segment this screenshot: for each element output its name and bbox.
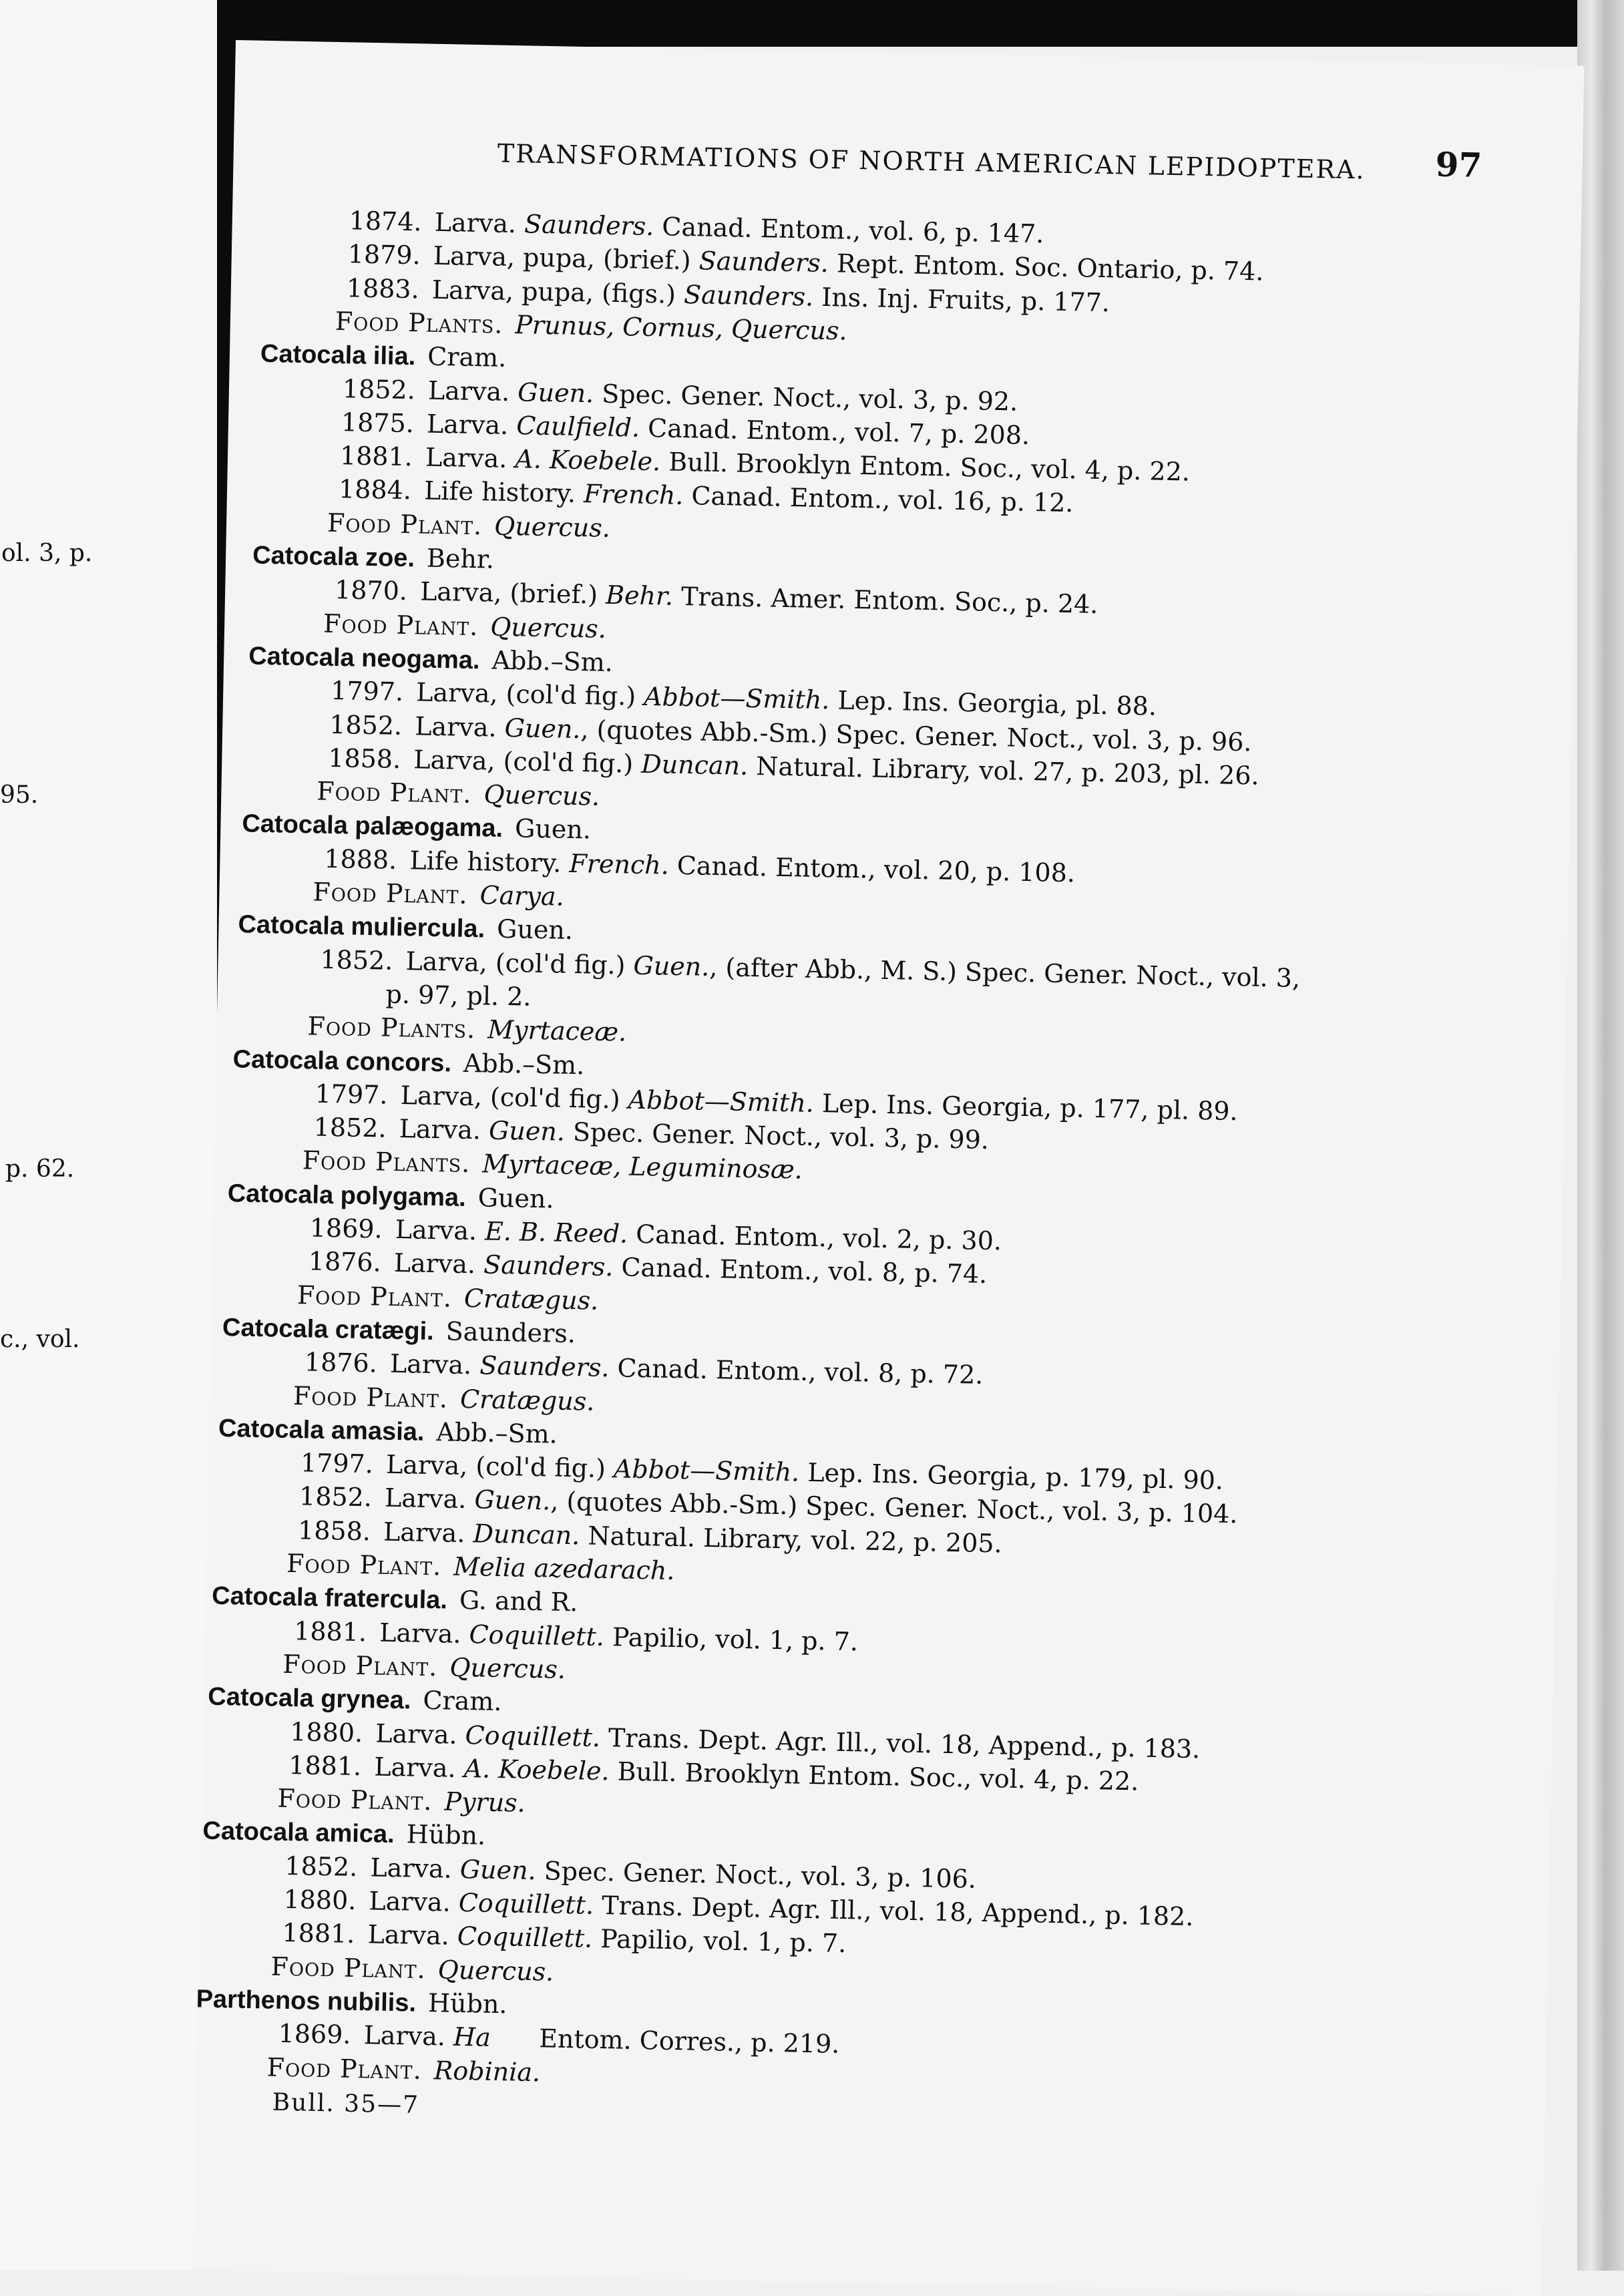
food-plant-label: Food Plant. <box>313 877 468 910</box>
food-plant-line <box>335 307 847 347</box>
entry-year: 1880. <box>283 1884 357 1915</box>
entry-citation: Entom. Corres., p. 219. <box>490 2023 840 2060</box>
entry-year: 1883. <box>346 272 420 304</box>
entry-year: 1876. <box>308 1246 382 1278</box>
food-plant-names: Myrtaceæ. <box>487 1014 627 1047</box>
entry-author: Guen. <box>474 1485 551 1516</box>
entry-author: French. <box>583 479 684 511</box>
entry-year: 1875. <box>341 407 415 439</box>
entry-author: Saunders. <box>683 279 814 312</box>
entry-year: 1852. <box>313 1112 387 1143</box>
food-plant-names: Quercus. <box>483 779 600 811</box>
food-plant-names: Melia azedarach. <box>453 1551 675 1586</box>
species-name: Catocala concors. <box>232 1044 452 1077</box>
species-heading <box>222 1312 576 1350</box>
food-plant-label: Food Plant. <box>270 1951 427 1984</box>
species-heading <box>252 540 495 576</box>
entry-stage: Larva. <box>373 1752 465 1783</box>
food-plant-label: Food Plant. <box>286 1548 442 1581</box>
entry-stage: Larva. <box>379 1617 470 1649</box>
entry-author: Abbot—Smith. <box>643 682 830 715</box>
species-name: Catocala neogama. <box>248 642 480 675</box>
entry-citation: Canad. Entom., vol. 16, p. 12. <box>682 481 1074 518</box>
entry-year: 1879. <box>347 239 421 270</box>
entry-author: Abbot—Smith. <box>613 1454 800 1487</box>
food-plant-label: Food Plants. <box>335 306 503 339</box>
entry-author: Saunders. <box>698 246 829 278</box>
food-plant-label: Food Plant. <box>277 1783 433 1816</box>
entry-stage: Larva, (col'd fig.) <box>413 745 642 779</box>
entry-author: Ha <box>453 2022 491 2053</box>
food-plant-line <box>317 777 600 813</box>
entry-stage: Larva. <box>395 1214 485 1246</box>
species-heading <box>242 809 591 847</box>
entry-author: Coquillett. <box>469 1619 605 1652</box>
entry-author: Coquillett. <box>458 1887 594 1920</box>
species-heading <box>196 1983 508 2021</box>
entry-year: 1852. <box>298 1481 373 1513</box>
entry-stage: Larva. <box>370 1853 461 1884</box>
entry-author: Guen. <box>517 377 594 408</box>
food-plant-names: Quercus. <box>493 511 611 543</box>
species-author: Hübn. <box>406 1819 486 1851</box>
food-plant-names: Quercus. <box>437 1954 554 1987</box>
food-plant-label: Food Plants. <box>307 1011 476 1044</box>
entry-stage: Larva, (brief.) <box>419 576 606 610</box>
food-plant-line <box>277 1784 526 1819</box>
entry-author: Abbot—Smith. <box>628 1085 815 1118</box>
food-plant-label: Food Plant. <box>292 1380 449 1413</box>
food-plant-names: Cratægus. <box>459 1384 595 1416</box>
food-plant-names: Quercus. <box>449 1652 566 1684</box>
entry-citation: Lep. Ins. Georgia, p. 177, pl. 89. <box>813 1088 1239 1126</box>
food-plant-names: Myrtaceæ, Leguminosæ. <box>481 1149 803 1185</box>
entry-citation: Papilio, vol. 1, p. 7. <box>604 1621 859 1656</box>
entry-year: 1869. <box>278 2018 351 2050</box>
food-plant-line <box>293 1381 595 1417</box>
continuation-text: p. 97, pl. 2. <box>385 979 532 1012</box>
entry-year: 1869. <box>309 1213 383 1244</box>
entry-author: Guen. <box>459 1854 537 1885</box>
facing-page-fragment: p. 62. <box>5 1155 75 1183</box>
species-author: Guen. <box>514 813 592 845</box>
entry-citation: Canad. Entom., vol. 7, p. 208. <box>639 413 1030 450</box>
species-heading <box>260 339 507 375</box>
facing-page-fragment: ol. 3, p. <box>1 540 93 567</box>
entry-author: Saunders. <box>479 1350 610 1383</box>
species-author: Hübn. <box>427 1987 508 2020</box>
continuation-line <box>385 979 532 1012</box>
food-plant-label: Food Plant. <box>296 1280 453 1313</box>
species-author: Abb.–Sm. <box>491 645 614 677</box>
entry-year: 1881. <box>282 1918 355 1949</box>
entry-stage: Larva. <box>389 1348 480 1380</box>
entry-author: Coquillett. <box>457 1921 593 1954</box>
entry-author: Guen. <box>633 950 710 982</box>
species-author: Cram. <box>423 1686 502 1717</box>
entry-author: Guen. <box>488 1115 566 1147</box>
entry-stage: Larva, (col'd fig.) <box>405 946 634 980</box>
entry-stage: Larva. <box>427 375 518 407</box>
signature-mark: Bull. 35—7 <box>272 2088 420 2119</box>
food-plant-names: Cratægus. <box>463 1283 599 1316</box>
entry-citation: Natural. Library, vol. 22, p. 205. <box>579 1520 1003 1559</box>
facing-page <box>0 0 220 2271</box>
entry-stage: Larva. <box>369 1886 459 1917</box>
entry-year: 1881. <box>288 1750 362 1781</box>
food-plant-line <box>270 1951 554 1987</box>
food-plant-line <box>323 608 607 644</box>
entry-citation: Lep. Ins. Georgia, pl. 88. <box>829 685 1157 721</box>
entry-author: Coquillett. <box>465 1720 601 1752</box>
entry-stage: Larva. <box>434 207 525 239</box>
entry-year: 1797. <box>330 676 404 707</box>
species-author: Behr. <box>426 543 495 574</box>
entry-citation: Spec. Gener. Noct., vol. 3, p. 106. <box>536 1855 977 1894</box>
entry-citation: Bull. Brooklyn Entom. Soc., vol. 4, p. 22. <box>609 1756 1139 1796</box>
entry-stage: Life history. <box>409 845 570 878</box>
entry-citation: Lep. Ins. Georgia, p. 179, pl. 90. <box>799 1457 1224 1495</box>
entry-stage: Larva. <box>414 711 505 743</box>
page-edge <box>1577 0 1624 2271</box>
species-author: Cram. <box>427 341 507 373</box>
entry-citation: Rept. Entom. Soc. Ontario, p. 74. <box>828 248 1264 286</box>
entry-year: 1888. <box>324 843 397 875</box>
entry-stage: Larva. <box>393 1248 484 1280</box>
page-number: 97 <box>1435 144 1482 185</box>
food-plant-label: Food Plant. <box>317 776 472 809</box>
entry-year: 1880. <box>289 1716 363 1748</box>
species-author: Abb.–Sm. <box>463 1048 585 1080</box>
entry-author: Caulfield. <box>516 410 640 443</box>
entry-stage: Larva. <box>426 409 517 440</box>
food-plant-names: Quercus. <box>489 612 607 644</box>
species-author: Abb.–Sm. <box>436 1416 558 1449</box>
entry-author: Duncan. <box>640 749 749 781</box>
entry-stage: Larva, (col'd fig.) <box>400 1080 629 1115</box>
entry-year: 1852. <box>320 944 393 976</box>
food-plant-label: Food Plant. <box>282 1649 438 1682</box>
species-name: Catocala zoe. <box>252 541 415 573</box>
entry-year: 1797. <box>315 1079 388 1110</box>
book-page <box>193 40 1585 2296</box>
species-heading <box>227 1178 554 1215</box>
food-plant-line <box>327 508 611 544</box>
running-head: TRANSFORMATIONS OF NORTH AMERICAN LEPIDOPTERA. <box>497 138 1366 185</box>
species-name: Catocala amica. <box>202 1816 395 1849</box>
entry-citation: Papilio, vol. 1, p. 7. <box>592 1924 847 1959</box>
entry-year: 1876. <box>304 1347 378 1378</box>
species-author: Guen. <box>496 914 574 946</box>
species-author: Saunders. <box>445 1316 576 1349</box>
species-name: Catocala grynea. <box>207 1682 411 1715</box>
scan-top-edge <box>227 0 1624 47</box>
entry-year: 1874. <box>349 206 423 237</box>
species-heading <box>202 1816 486 1853</box>
entry-year: 1858. <box>297 1515 371 1546</box>
food-plant-line <box>313 877 564 912</box>
entry-stage: Larva. <box>367 1919 458 1951</box>
entry-author: E. B. Reed. <box>484 1216 628 1249</box>
species-name: Catocala palæogama. <box>242 809 503 843</box>
food-plant-names: Carya. <box>479 880 565 912</box>
food-plant-line <box>302 1146 803 1186</box>
species-author: G. and R. <box>459 1585 578 1617</box>
food-plant-label: Food Plant. <box>266 2052 423 2085</box>
entry-year: 1852. <box>329 709 403 741</box>
entry-stage: Larva. <box>363 2020 454 2052</box>
food-plant-names: Prunus, Cornus, Quercus. <box>515 310 847 346</box>
food-plant-label: Food Plant. <box>327 508 483 540</box>
entry-citation: Ins. Inj. Fruits, p. 177. <box>813 282 1110 317</box>
entry-year: 1858. <box>327 743 401 774</box>
entry-year: 1881. <box>339 441 413 472</box>
species-heading <box>232 1044 584 1082</box>
food-plant-names: Pyrus. <box>444 1786 526 1818</box>
entry-citation: Trans. Dept. Agr. Ill., vol. 18, Append., p. 182. <box>593 1890 1194 1932</box>
entry-author: Guen. <box>504 713 581 744</box>
food-plant-line <box>266 2052 540 2088</box>
species-name: Catocala cratægi. <box>222 1313 435 1346</box>
entry-author: Saunders. <box>524 209 654 242</box>
entry-citation: Spec. Gener. Noct., vol. 3, p. 99. <box>564 1117 990 1155</box>
entry-author: French. <box>569 848 670 880</box>
entry-citation: , (after Abb., M. S.) Spec. Gener. Noct., vol. 3, <box>708 952 1301 993</box>
entry-citation: Canad. Entom., vol. 8, p. 72. <box>609 1353 984 1390</box>
species-name: Catocala fratercula. <box>211 1582 448 1615</box>
facing-page-fragment: c., vol. <box>0 1326 80 1353</box>
entry-author: Saunders. <box>483 1250 614 1282</box>
food-plant-label: Food Plant. <box>323 608 479 641</box>
entry-citation: , (quotes Abb.-Sm.) Spec. Gener. Noct., vol. 3, p. 104. <box>550 1486 1238 1529</box>
entry-citation: , (quotes Abb.-Sm.) Spec. Gener. Noct., vol. 3, p. 96. <box>580 714 1252 757</box>
entry-stage: Larva. <box>375 1718 466 1750</box>
entry-author: Duncan. <box>473 1518 580 1550</box>
entry-stage: Larva, pupa, (brief.) <box>433 241 700 276</box>
entry-citation: Bull. Brooklyn Entom. Soc., vol. 4, p. 22. <box>660 447 1191 487</box>
food-plant-line <box>296 1280 598 1316</box>
entry-citation: Canad. Entom., vol. 6, p. 147. <box>653 212 1044 249</box>
species-heading <box>238 910 573 947</box>
entry-stage: Larva, (col'd fig.) <box>385 1449 614 1484</box>
species-heading <box>212 1581 578 1619</box>
entry-year: 1797. <box>300 1448 374 1479</box>
entry-stage: Larva. <box>383 1517 473 1548</box>
entry-citation: Canad. Entom., vol. 2, p. 30. <box>627 1219 1002 1256</box>
entry-stage: Larva. <box>425 442 516 474</box>
species-name: Catocala amasia. <box>218 1414 425 1447</box>
food-plant-line <box>282 1650 566 1686</box>
entry-year: 1884. <box>338 474 412 506</box>
entry-year: 1852. <box>342 373 416 405</box>
species-name: Parthenos nubilis. <box>196 1985 417 2018</box>
species-heading <box>208 1682 502 1718</box>
entry-stage: Larva, (col'd fig.) <box>415 677 644 712</box>
entry-author: A. Koebele. <box>463 1753 610 1786</box>
species-name: Catocala ilia. <box>260 339 416 371</box>
entry-citation: Trans. Amer. Entom. Soc., p. 24. <box>672 582 1098 620</box>
species-name: Catocala polygama. <box>227 1179 467 1212</box>
entry-year: 1870. <box>334 575 408 606</box>
food-plant-names: Robinia. <box>433 2055 541 2087</box>
entry-author: A. Koebele. <box>514 444 661 477</box>
species-heading <box>248 640 613 679</box>
entry-year: 1852. <box>284 1851 358 1882</box>
food-plant-label: Food Plants. <box>302 1145 471 1179</box>
food-plant-line <box>307 1012 626 1048</box>
species-name: Catocala muliercula. <box>238 910 485 944</box>
entry-stage: Life history. <box>423 475 584 509</box>
entry-citation: Canad. Entom., vol. 20, p. 108. <box>668 850 1076 888</box>
entry-stage: Larva. <box>399 1114 489 1145</box>
entry-author: Behr. <box>605 580 674 612</box>
species-heading <box>218 1413 558 1451</box>
species-author: Guen. <box>477 1182 554 1214</box>
entry-citation: Canad. Entom., vol. 8, p. 74. <box>612 1252 988 1290</box>
entry-citation: Trans. Dept. Agr. Ill., vol. 18, Append., p. 183. <box>600 1722 1201 1764</box>
food-plant-line <box>286 1549 675 1587</box>
entry-citation: Natural. Library, vol. 27, p. 203, pl. 26. <box>747 751 1260 791</box>
entry-stage: Larva, pupa, (figs.) <box>431 274 684 309</box>
facing-page-fragment: 95. <box>0 781 39 809</box>
entry-citation: Spec. Gener. Noct., vol. 3, p. 92. <box>593 378 1018 417</box>
entry-stage: Larva. <box>384 1483 475 1515</box>
entry-year: 1881. <box>293 1615 367 1647</box>
